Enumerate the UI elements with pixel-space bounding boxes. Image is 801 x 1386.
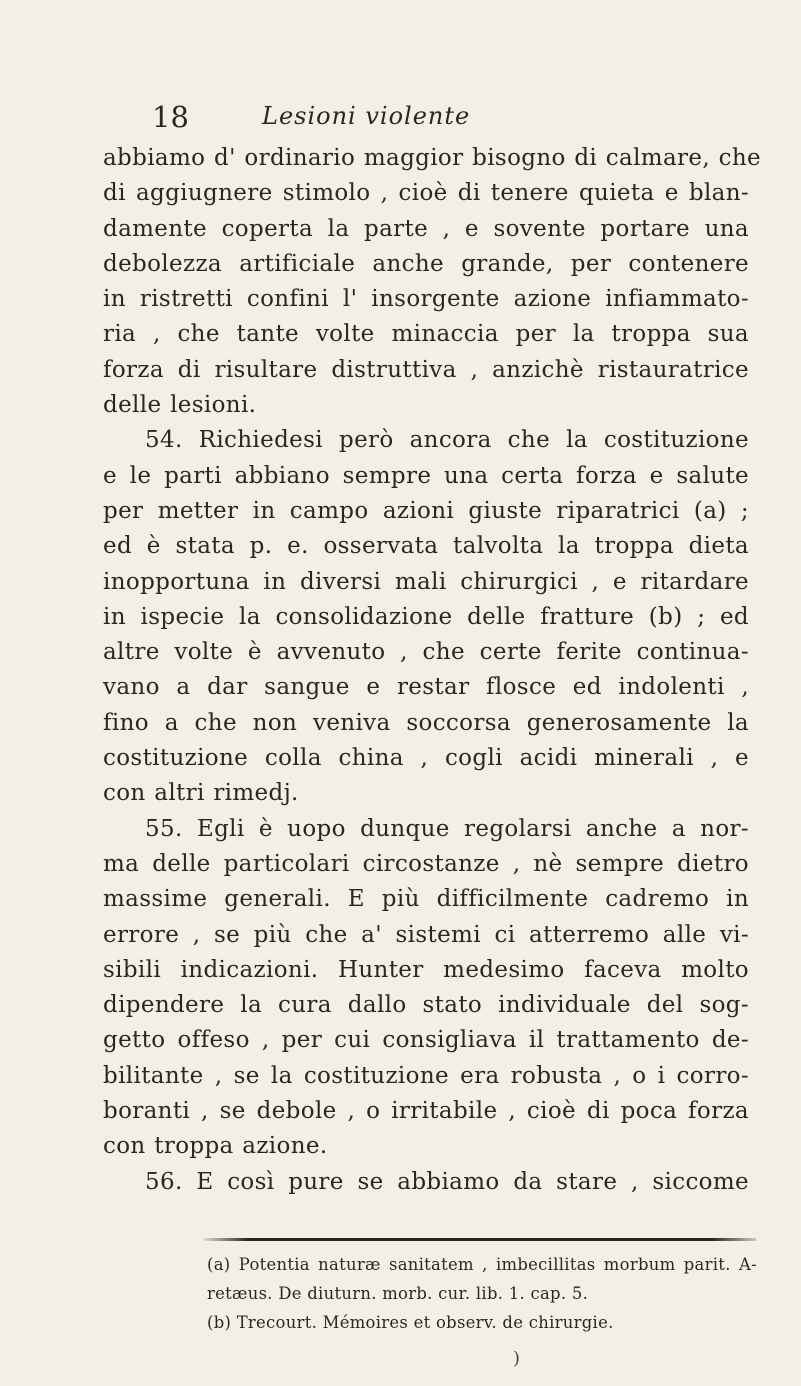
text-line: con troppa azione. xyxy=(103,1133,328,1160)
text-line: costituzione colla china , cogli acidi minerali , e xyxy=(103,745,749,772)
footnote-a-line-2: retæus. De diuturn. morb. cur. lib. 1. cap. 5. xyxy=(207,1284,589,1303)
text-line: abbiamo d' ordinario maggior bisogno di calmare, che xyxy=(103,145,762,171)
text-line: in ristretti confini l' insorgente azione infiammato- xyxy=(103,286,749,313)
text-line: altre volte è avvenuto , che certe ferite continua- xyxy=(103,639,749,666)
text-line: ria , che tante volte minaccia per la troppa sua xyxy=(103,321,749,348)
text-line: forza di risultare distruttiva , anzichè ristauratrice xyxy=(103,356,749,383)
text-line: in ispecie la consolidazione delle fratture (b) ; ed xyxy=(103,603,749,630)
body-text xyxy=(103,141,762,1200)
footnote-a-line-1: (a) Potentia naturæ sanitatem , imbecillitas morbum parit. A- xyxy=(207,1255,757,1274)
text-line: di aggiugnere stimolo , cioè di tenere quieta e blan- xyxy=(103,180,749,207)
page-number: 18 xyxy=(152,100,189,134)
text-line: debolezza artificiale anche grande, per contenere xyxy=(103,250,749,277)
running-title: Lesioni violente xyxy=(262,102,471,130)
text-line: e le parti abbiano sempre una certa forza e salute xyxy=(103,462,749,489)
text-line: sibili indicazioni. Hunter medesimo faceva molto xyxy=(103,956,749,983)
text-line: getto offeso , per cui consigliava il trattamento de- xyxy=(103,1027,749,1054)
text-line: boranti , se debole , o irritabile , cioè di poca forza xyxy=(103,1098,749,1125)
text-line: ma delle particolari circostanze , nè sempre dietro xyxy=(103,850,749,877)
paragraph-55-start: 55. Egli è uopo dunque regolarsi anche a nor- xyxy=(145,815,749,842)
text-line: con altri rimedj. xyxy=(103,780,299,807)
page-mark: ) xyxy=(513,1348,521,1369)
footnotes xyxy=(207,1250,757,1337)
footnote-b: (b) Trecourt. Mémoires et observ. de chirurgie. xyxy=(207,1313,614,1332)
text-line: errore , se più che a' sistemi ci atterremo alle vi- xyxy=(103,921,749,948)
text-line: per metter in campo azioni giuste riparatrici (a) ; xyxy=(103,497,749,524)
text-line: bilitante , se la costituzione era robusta , o i corro- xyxy=(103,1062,749,1089)
text-line: vano a dar sangue e restar flosce ed indolenti , xyxy=(103,674,749,701)
text-line: dipendere la cura dallo stato individuale del sog- xyxy=(103,992,749,1019)
text-line: inopportuna in diversi mali chirurgici , e ritardare xyxy=(103,568,749,595)
text-line: fino a che non veniva soccorsa generosamente la xyxy=(103,709,749,736)
paragraph-56-start: 56. E così pure se abbiamo da stare , siccome xyxy=(145,1168,749,1195)
text-line: damente coperta la parte , e sovente portare una xyxy=(103,215,749,242)
text-line: massime generali. E più difficilmente cadremo in xyxy=(103,886,749,913)
text-line: delle lesioni. xyxy=(103,392,257,419)
text-line: ed è stata p. e. osservata talvolta la troppa dieta xyxy=(103,533,749,560)
paragraph-54-start: 54. Richiedesi però ancora che la costituzione xyxy=(145,427,749,454)
running-head xyxy=(152,98,712,138)
footnote-divider xyxy=(204,1238,756,1241)
